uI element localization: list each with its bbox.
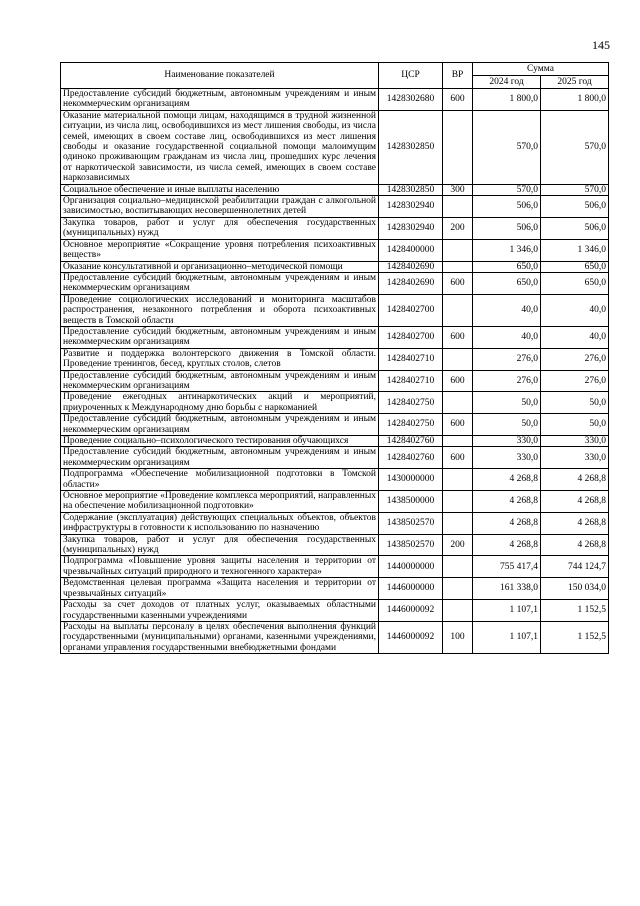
header-sum: Сумма xyxy=(473,63,609,76)
csr-code-cell: 1428402710 xyxy=(379,348,443,370)
vr-code-cell: 100 xyxy=(443,621,473,653)
vr-code-cell: 200 xyxy=(443,217,473,239)
vr-code-cell xyxy=(443,469,473,491)
amount-2025-cell: 40,0 xyxy=(541,294,609,326)
amount-2024-cell: 50,0 xyxy=(473,392,541,414)
csr-code-cell: 1438500000 xyxy=(379,491,443,513)
vr-code-cell xyxy=(443,348,473,370)
amount-2025-cell: 40,0 xyxy=(541,326,609,348)
amount-2024-cell: 4 268,8 xyxy=(473,512,541,534)
table-row xyxy=(61,469,609,491)
csr-code-cell: 1428402700 xyxy=(379,294,443,326)
vr-code-cell: 600 xyxy=(443,447,473,469)
header-csr: ЦСР xyxy=(379,63,443,89)
amount-2025-cell: 50,0 xyxy=(541,392,609,414)
vr-code-cell: 200 xyxy=(443,534,473,556)
csr-code-cell: 1446000092 xyxy=(379,600,443,622)
amount-2024-cell: 1 107,1 xyxy=(473,600,541,622)
header-name: Наименование показателей xyxy=(61,63,379,89)
amount-2025-cell: 4 268,8 xyxy=(541,469,609,491)
amount-2025-cell: 506,0 xyxy=(541,217,609,239)
vr-code-cell xyxy=(443,261,473,272)
indicator-name-cell: Проведение социально–психологического тестирования обучающихся xyxy=(61,436,379,447)
amount-2024-cell: 330,0 xyxy=(473,436,541,447)
csr-code-cell: 1428302940 xyxy=(379,196,443,218)
table-row xyxy=(61,261,609,272)
indicator-name-cell: Предоставление субсидий бюджетным, автономным учреждениям и иным некоммерческим организациям xyxy=(61,272,379,294)
amount-2025-cell: 1 152,5 xyxy=(541,600,609,622)
vr-code-cell: 600 xyxy=(443,414,473,436)
csr-code-cell: 1430000000 xyxy=(379,469,443,491)
amount-2025-cell: 744 124,7 xyxy=(541,556,609,578)
amount-2025-cell: 330,0 xyxy=(541,436,609,447)
header-2024: 2024 год xyxy=(473,76,541,89)
table-row xyxy=(61,196,609,218)
amount-2025-cell: 506,0 xyxy=(541,196,609,218)
amount-2025-cell: 650,0 xyxy=(541,261,609,272)
amount-2024-cell: 570,0 xyxy=(473,110,541,184)
amount-2025-cell: 1 346,0 xyxy=(541,239,609,261)
table-row xyxy=(61,110,609,184)
vr-code-cell: 300 xyxy=(443,184,473,195)
table-row xyxy=(61,326,609,348)
table-row xyxy=(61,578,609,600)
vr-code-cell xyxy=(443,196,473,218)
vr-code-cell xyxy=(443,556,473,578)
table-row xyxy=(61,392,609,414)
table-row xyxy=(61,534,609,556)
csr-code-cell: 1428302850 xyxy=(379,110,443,184)
csr-code-cell: 1428302940 xyxy=(379,217,443,239)
indicator-name-cell: Проведение социологических исследований и мониторинга масштабов распространения, незаконного потребления и оборота психоактивных веществ в Томской области xyxy=(61,294,379,326)
amount-2024-cell: 755 417,4 xyxy=(473,556,541,578)
page-number: 145 xyxy=(592,38,610,52)
amount-2024-cell: 506,0 xyxy=(473,196,541,218)
amount-2024-cell: 161 338,0 xyxy=(473,578,541,600)
amount-2025-cell: 570,0 xyxy=(541,184,609,195)
vr-code-cell: 600 xyxy=(443,370,473,392)
indicator-name-cell: Расходы за счет доходов от платных услуг, оказываемых областными государственными казенными учреждениями xyxy=(61,600,379,622)
amount-2025-cell: 1 800,0 xyxy=(541,89,609,111)
csr-code-cell: 1428402710 xyxy=(379,370,443,392)
amount-2024-cell: 1 346,0 xyxy=(473,239,541,261)
amount-2025-cell: 4 268,8 xyxy=(541,534,609,556)
csr-code-cell: 1438502570 xyxy=(379,512,443,534)
amount-2025-cell: 4 268,8 xyxy=(541,491,609,513)
indicator-name-cell: Развитие и поддержка волонтерского движения в Томской области. Проведение тренингов, бесед, круглых столов, слетов xyxy=(61,348,379,370)
amount-2024-cell: 4 268,8 xyxy=(473,534,541,556)
amount-2025-cell: 4 268,8 xyxy=(541,512,609,534)
indicator-name-cell: Социальное обеспечение и иные выплаты населению xyxy=(61,184,379,195)
vr-code-cell xyxy=(443,491,473,513)
indicator-name-cell: Предоставление субсидий бюджетным, автономным учреждениям и иным некоммерческим организациям xyxy=(61,370,379,392)
header-2025: 2025 год xyxy=(541,76,609,89)
table-row xyxy=(61,512,609,534)
indicator-name-cell: Подпрограмма «Обеспечение мобилизационной подготовки в Томской области» xyxy=(61,469,379,491)
indicator-name-cell: Закупка товаров, работ и услуг для обеспечения государственных (муниципальных) нужд xyxy=(61,217,379,239)
indicator-name-cell: Подпрограмма «Повышение уровня защиты населения и территории от чрезвычайных ситуаций природного и техногенного характера» xyxy=(61,556,379,578)
amount-2024-cell: 570,0 xyxy=(473,184,541,195)
indicator-name-cell: Предоставление субсидий бюджетным, автономным учреждениям и иным некоммерческим организациям xyxy=(61,414,379,436)
table-row xyxy=(61,436,609,447)
indicator-name-cell: Закупка товаров, работ и услуг для обеспечения государственных (муниципальных) нужд xyxy=(61,534,379,556)
amount-2025-cell: 570,0 xyxy=(541,110,609,184)
csr-code-cell: 1428402760 xyxy=(379,436,443,447)
csr-code-cell: 1428402760 xyxy=(379,447,443,469)
csr-code-cell: 1428402750 xyxy=(379,392,443,414)
indicator-name-cell: Основное мероприятие «Сокращение уровня потребления психоактивных веществ» xyxy=(61,239,379,261)
table-row xyxy=(61,414,609,436)
indicator-name-cell: Предоставление субсидий бюджетным, автономным учреждениям и иным некоммерческим организациям xyxy=(61,447,379,469)
vr-code-cell xyxy=(443,392,473,414)
csr-code-cell: 1428402700 xyxy=(379,326,443,348)
amount-2025-cell: 330,0 xyxy=(541,447,609,469)
vr-code-cell xyxy=(443,239,473,261)
amount-2025-cell: 650,0 xyxy=(541,272,609,294)
vr-code-cell xyxy=(443,578,473,600)
csr-code-cell: 1438502570 xyxy=(379,534,443,556)
csr-code-cell: 1440000000 xyxy=(379,556,443,578)
amount-2024-cell: 40,0 xyxy=(473,326,541,348)
csr-code-cell: 1428400000 xyxy=(379,239,443,261)
amount-2024-cell: 1 800,0 xyxy=(473,89,541,111)
indicator-name-cell: Оказание консультативной и организационно–методической помощи xyxy=(61,261,379,272)
table-row xyxy=(61,294,609,326)
vr-code-cell xyxy=(443,294,473,326)
table-row xyxy=(61,348,609,370)
indicator-name-cell: Ведомственная целевая программа «Защита населения и территории от чрезвычайных ситуаций» xyxy=(61,578,379,600)
indicator-name-cell: Основное мероприятие «Проведение комплекса мероприятий, направленных на обеспечение мобилизационной подготовки» xyxy=(61,491,379,513)
budget-table xyxy=(60,62,609,654)
table-row xyxy=(61,89,609,111)
csr-code-cell: 1428302680 xyxy=(379,89,443,111)
table-row xyxy=(61,239,609,261)
csr-code-cell: 1446000000 xyxy=(379,578,443,600)
amount-2024-cell: 4 268,8 xyxy=(473,469,541,491)
csr-code-cell: 1428302850 xyxy=(379,184,443,195)
table-row xyxy=(61,600,609,622)
amount-2024-cell: 650,0 xyxy=(473,261,541,272)
csr-code-cell: 1428402690 xyxy=(379,272,443,294)
amount-2024-cell: 276,0 xyxy=(473,370,541,392)
vr-code-cell xyxy=(443,512,473,534)
vr-code-cell xyxy=(443,600,473,622)
indicator-name-cell: Предоставление субсидий бюджетным, автономным учреждениям и иным некоммерческим организациям xyxy=(61,326,379,348)
indicator-name-cell: Содержание (эксплуатация) действующих специальных объектов, объектов инфраструктуры в готовности к использованию по назначению xyxy=(61,512,379,534)
table-row xyxy=(61,184,609,195)
table-row xyxy=(61,491,609,513)
indicator-name-cell: Организация социально–медицинской реабилитации граждан с алкогольной зависимостью, воспитывающих несовершеннолетних детей xyxy=(61,196,379,218)
amount-2024-cell: 1 107,1 xyxy=(473,621,541,653)
csr-code-cell: 1446000092 xyxy=(379,621,443,653)
table-row xyxy=(61,556,609,578)
vr-code-cell: 600 xyxy=(443,326,473,348)
header-vr: ВР xyxy=(443,63,473,89)
amount-2025-cell: 50,0 xyxy=(541,414,609,436)
table-row xyxy=(61,217,609,239)
indicator-name-cell: Расходы на выплаты персоналу в целях обеспечения выполнения функций государственными (муниципальными) органами, казенными учреждениями, органами управления государственными внебюджетными фондами xyxy=(61,621,379,653)
amount-2024-cell: 330,0 xyxy=(473,447,541,469)
vr-code-cell xyxy=(443,110,473,184)
csr-code-cell: 1428402690 xyxy=(379,261,443,272)
amount-2024-cell: 40,0 xyxy=(473,294,541,326)
amount-2024-cell: 650,0 xyxy=(473,272,541,294)
amount-2024-cell: 276,0 xyxy=(473,348,541,370)
amount-2025-cell: 150 034,0 xyxy=(541,578,609,600)
csr-code-cell: 1428402750 xyxy=(379,414,443,436)
amount-2025-cell: 276,0 xyxy=(541,348,609,370)
amount-2024-cell: 506,0 xyxy=(473,217,541,239)
table-row xyxy=(61,621,609,653)
indicator-name-cell: Проведение ежегодных антинаркотических акций и мероприятий, приуроченных к Международному дню борьбы с наркоманией xyxy=(61,392,379,414)
amount-2024-cell: 50,0 xyxy=(473,414,541,436)
vr-code-cell xyxy=(443,436,473,447)
table-row xyxy=(61,447,609,469)
amount-2025-cell: 276,0 xyxy=(541,370,609,392)
table-row xyxy=(61,370,609,392)
indicator-name-cell: Предоставление субсидий бюджетным, автономным учреждениям и иным некоммерческим организациям xyxy=(61,89,379,111)
indicator-name-cell: Оказание материальной помощи лицам, находящимся в трудной жизненной ситуации, из числа лиц, освободившихся из мест лишения свободы, из числа семей, имеющих в своем составе лиц, освободившихся из мест лишения свободы и оказание государственной социальной помощи малоимущим одиноко проживающим гражданам из числа лиц, прошедших курс лечения от наркотической зависимости, из числа семей, имеющих в своем составе наркозависимых xyxy=(61,110,379,184)
vr-code-cell: 600 xyxy=(443,272,473,294)
table-row xyxy=(61,272,609,294)
amount-2024-cell: 4 268,8 xyxy=(473,491,541,513)
vr-code-cell: 600 xyxy=(443,89,473,111)
amount-2025-cell: 1 152,5 xyxy=(541,621,609,653)
